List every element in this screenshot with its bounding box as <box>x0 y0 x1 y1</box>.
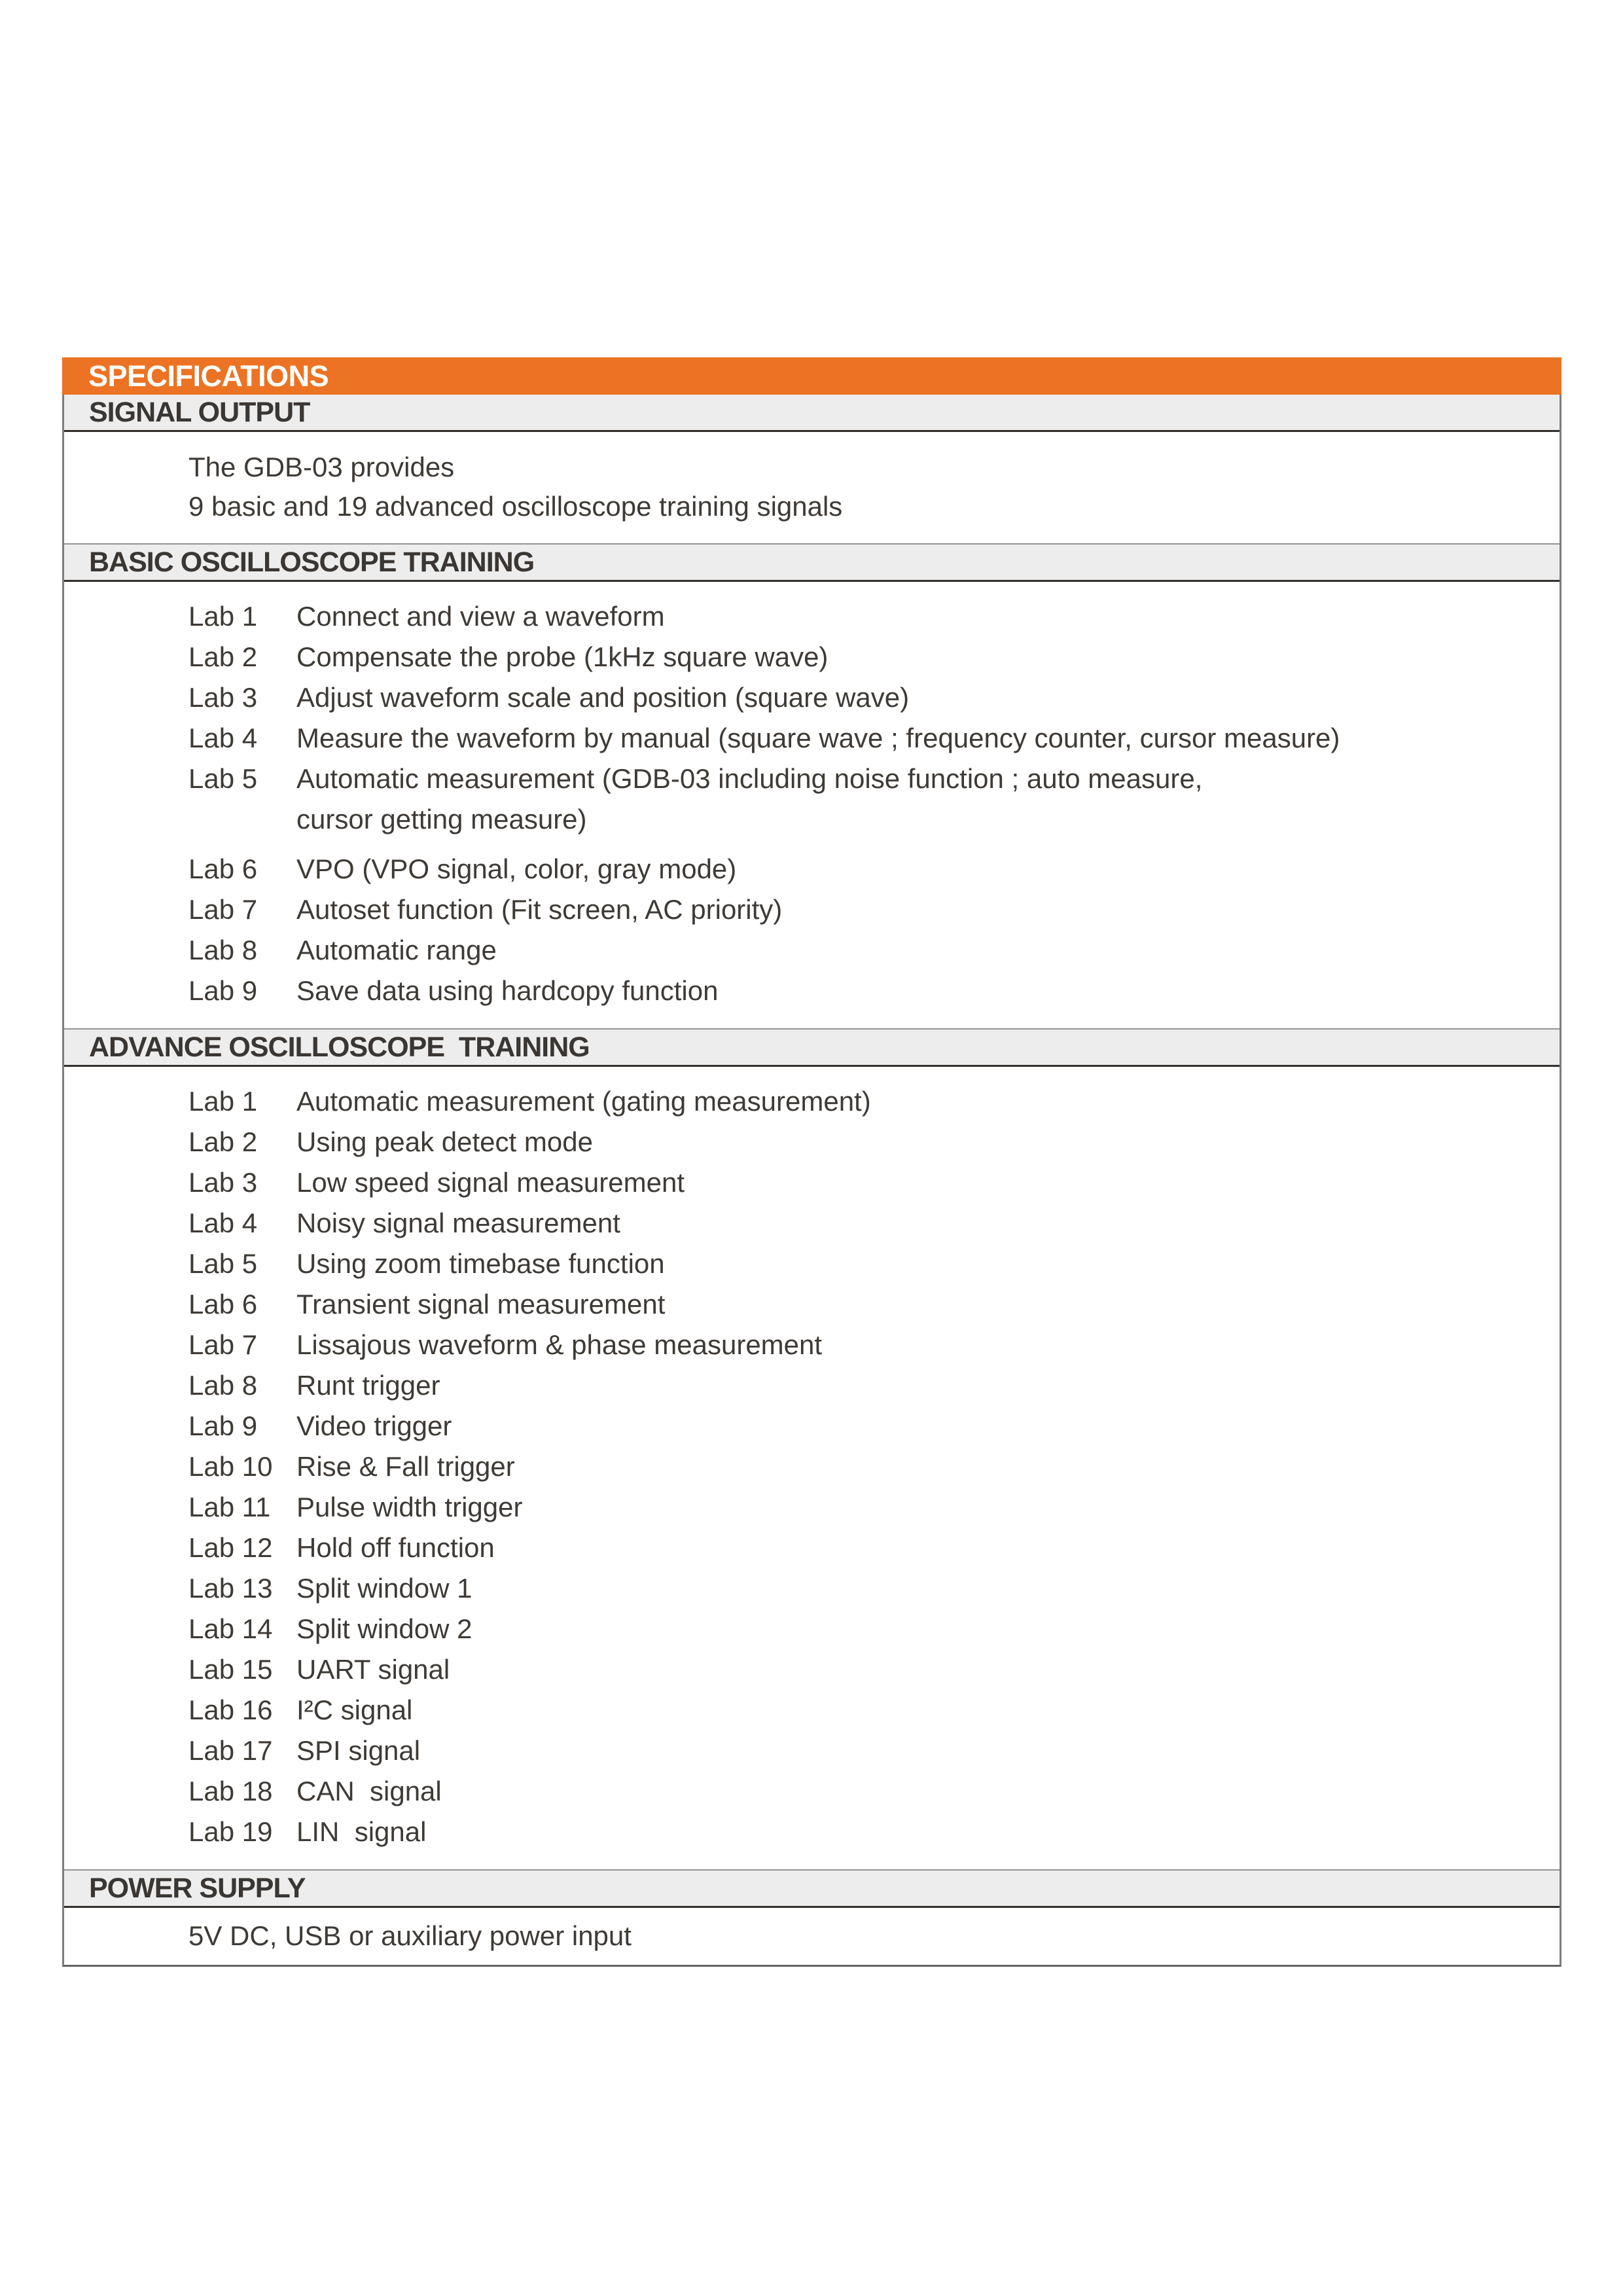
lab-number: Lab 16 <box>188 1695 273 1725</box>
lab-description: LIN signal <box>296 1816 427 1847</box>
signal-output-content <box>64 432 1560 543</box>
lab-description: Automatic range <box>296 935 497 965</box>
lab-description: Low speed signal measurement <box>296 1167 685 1198</box>
lab-number: Lab 12 <box>188 1532 273 1563</box>
lab-row <box>188 759 1540 799</box>
section-header-label: SIGNAL OUTPUT <box>89 396 310 428</box>
specifications-table-body <box>62 395 1561 1967</box>
section-header-power-supply <box>64 1869 1560 1908</box>
lab-row <box>188 971 1540 1011</box>
lab-row <box>188 889 1540 930</box>
paragraph-line: 9 basic and 19 advanced oscilloscope training signals <box>188 491 843 522</box>
lab-number: Lab 2 <box>188 1126 258 1157</box>
lab-number: Lab 10 <box>188 1451 273 1482</box>
lab-description: Video trigger <box>296 1410 452 1441</box>
lab-row <box>188 1771 1540 1812</box>
lab-row <box>188 849 1540 889</box>
lab-number: Lab 4 <box>188 723 258 753</box>
lab-number: Lab 18 <box>188 1776 273 1806</box>
lab-row <box>188 677 1540 718</box>
lab-number: Lab 3 <box>188 682 258 713</box>
lab-description-continued: cursor getting measure) <box>296 804 587 834</box>
lab-description: Lissajous waveform & phase measurement <box>296 1329 823 1360</box>
section-header-basic-training <box>64 543 1560 582</box>
lab-row <box>188 1365 1540 1406</box>
lab-row <box>188 1568 1540 1609</box>
lab-row <box>188 1203 1540 1244</box>
lab-row <box>188 1731 1540 1771</box>
lab-number: Lab 2 <box>188 641 258 672</box>
lab-description: Measure the waveform by manual (square wave ; frequency counter, cursor measure) <box>296 723 1340 753</box>
lab-number: Lab 19 <box>188 1816 273 1847</box>
lab-number: Lab 7 <box>188 894 258 925</box>
lab-row <box>188 1487 1540 1528</box>
lab-description: CAN signal <box>296 1776 442 1806</box>
lab-number: Lab 6 <box>188 853 258 884</box>
lab-description: Save data using hardcopy function <box>296 975 719 1006</box>
lab-number: Lab 8 <box>188 1370 258 1401</box>
lab-description: Using peak detect mode <box>296 1126 593 1157</box>
lab-number: Lab 15 <box>188 1654 273 1685</box>
lab-row <box>188 1122 1540 1162</box>
lab-row <box>188 1649 1540 1690</box>
lab-row <box>188 1244 1540 1284</box>
lab-number: Lab 1 <box>188 1086 258 1117</box>
lab-description: Noisy signal measurement <box>296 1208 620 1238</box>
lab-row <box>188 930 1540 971</box>
lab-row <box>188 1690 1540 1731</box>
lab-description: Automatic measurement (gating measurement) <box>296 1086 871 1117</box>
lab-row <box>188 1081 1540 1122</box>
lab-row <box>188 1162 1540 1203</box>
section-header-label: ADVANCE OSCILLOSCOPE TRAINING <box>89 1031 590 1063</box>
lab-row <box>188 1609 1540 1649</box>
lab-number: Lab 9 <box>188 1410 258 1441</box>
lab-row <box>188 1325 1540 1365</box>
lab-description: Transient signal measurement <box>296 1289 666 1319</box>
lab-description: I²C signal <box>296 1695 413 1725</box>
lab-number: Lab 14 <box>188 1613 273 1644</box>
basic-training-lab-list <box>64 582 1560 1028</box>
lab-description: Hold off function <box>296 1532 495 1563</box>
lab-row <box>188 1406 1540 1446</box>
lab-number: Lab 6 <box>188 1289 258 1319</box>
lab-row <box>188 718 1540 759</box>
lab-number: Lab 17 <box>188 1735 273 1766</box>
page-title: SPECIFICATIONS <box>88 359 329 393</box>
paragraph-line: The GDB-03 provides <box>188 452 455 482</box>
specifications-table <box>62 357 1561 1967</box>
specifications-title-bar <box>62 357 1561 395</box>
lab-row <box>188 1284 1540 1325</box>
lab-description: SPI signal <box>296 1735 421 1766</box>
lab-description: Split window 1 <box>296 1573 473 1604</box>
lab-description: Adjust waveform scale and position (square wave) <box>296 682 910 713</box>
lab-description: Connect and view a waveform <box>296 601 665 632</box>
lab-description: Automatic measurement (GDB-03 including noise function ; auto measure, <box>296 763 1203 794</box>
lab-row <box>188 637 1540 677</box>
lab-number: Lab 1 <box>188 601 258 632</box>
lab-description: Autoset function (Fit screen, AC priority) <box>296 894 783 925</box>
lab-description: VPO (VPO signal, color, gray mode) <box>296 853 737 884</box>
lab-description: Rise & Fall trigger <box>296 1451 515 1482</box>
lab-row <box>188 596 1540 637</box>
lab-row <box>188 1812 1540 1852</box>
paragraph-line: 5V DC, USB or auxiliary power input <box>188 1920 632 1951</box>
lab-number: Lab 3 <box>188 1167 258 1198</box>
lab-number: Lab 5 <box>188 1248 258 1279</box>
lab-number: Lab 7 <box>188 1329 258 1360</box>
section-header-signal-output <box>64 395 1560 432</box>
lab-description: Runt trigger <box>296 1370 440 1401</box>
lab-row <box>188 1446 1540 1487</box>
lab-description: Pulse width trigger <box>296 1492 523 1522</box>
lab-number: Lab 9 <box>188 975 258 1006</box>
lab-number: Lab 4 <box>188 1208 258 1238</box>
section-header-label: POWER SUPPLY <box>89 1872 306 1904</box>
lab-description: Compensate the probe (1kHz square wave) <box>296 641 829 672</box>
lab-description: Using zoom timebase function <box>296 1248 665 1279</box>
lab-description: Split window 2 <box>296 1613 473 1644</box>
lab-number: Lab 5 <box>188 763 258 794</box>
section-header-advance-training <box>64 1028 1560 1067</box>
power-supply-content <box>64 1908 1560 1965</box>
lab-number: Lab 13 <box>188 1573 273 1604</box>
section-header-label: BASIC OSCILLOSCOPE TRAINING <box>89 546 535 578</box>
advance-training-lab-list <box>64 1067 1560 1869</box>
lab-number: Lab 8 <box>188 935 258 965</box>
lab-description: UART signal <box>296 1654 450 1685</box>
lab-number: Lab 11 <box>188 1492 271 1522</box>
lab-row <box>188 1528 1540 1568</box>
